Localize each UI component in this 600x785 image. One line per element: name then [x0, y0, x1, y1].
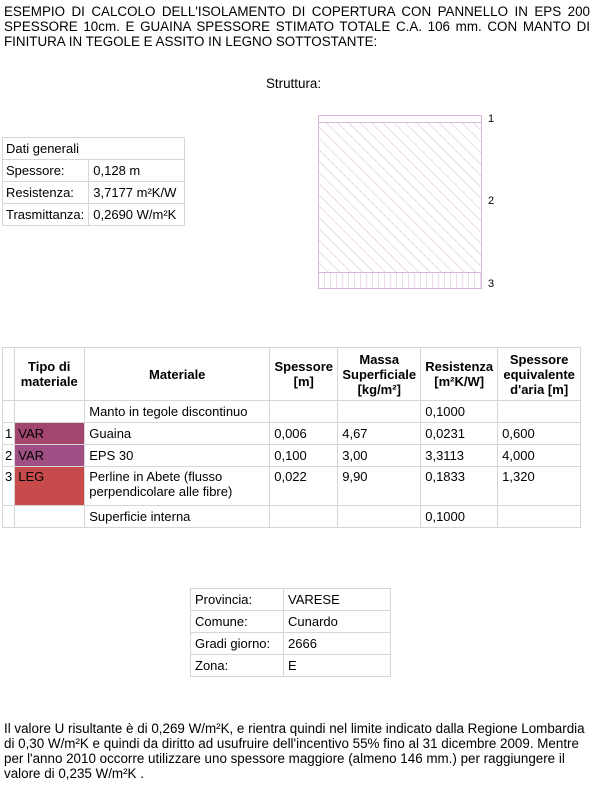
- cell-materiale: Perline in Abete (flusso perpendicolare alle fibre): [85, 467, 270, 506]
- cell-resistenza: 0,1833: [421, 467, 498, 506]
- cell-aria: 0,600: [498, 423, 581, 445]
- document-heading: ESEMPIO DI CALCOLO DELL'ISOLAMENTO DI COPERTURA CON PANNELLO IN EPS 200 SPESSORE 10cm. E GUAINA SPESSORE STIMATO TOTALE C.A. 106 mm. CON MANTO DI FINITURA IN TEGOLE E ASSITO IN LEGNO SOTTOSTANTE:: [4, 4, 590, 49]
- general-row-resistenza: [3, 182, 185, 204]
- cell-spessore: 0,006: [270, 423, 338, 445]
- location-label: Gradi giorno:: [191, 633, 284, 655]
- header-materiale: Materiale: [85, 348, 270, 401]
- cell-massa: 9,90: [338, 467, 421, 506]
- location-value: 2666: [284, 633, 391, 655]
- table-row: [3, 506, 581, 528]
- cell-materiale: Manto in tegole discontinuo: [85, 401, 270, 423]
- structure-layer-3: [319, 273, 482, 289]
- structure-label-1: 1: [488, 113, 495, 125]
- location-row: [191, 655, 391, 677]
- conclusion-paragraph: Il valore U risultante è di 0,269 W/m²K, e rientra quindi nel limite indicato dalla Regione Lombardia di 0,30 W/m²K e quindi da diritto ad usufruire dell'incentivo 55% fino al 31 dicembre 2009. Mentre per l'anno 2010 occorre utilizzare uno spessore maggiore (almeno 146 mm.) per raggiungere il valore di 0,235 W/m²K .: [4, 721, 585, 781]
- header-resistenza: Resistenza [m²K/W]: [421, 348, 498, 401]
- cell-resistenza: 0,1000: [421, 401, 498, 423]
- cell-spessore: 0,100: [270, 445, 338, 467]
- general-value: 0,128 m: [89, 160, 185, 182]
- cell-resistenza: 0,0231: [421, 423, 498, 445]
- structure-label-3: 3: [488, 278, 495, 290]
- table-row: [3, 467, 581, 506]
- header-massa: Massa Superficiale [kg/m²]: [338, 348, 421, 401]
- general-data-table: [2, 137, 185, 226]
- layers-table: [2, 347, 581, 528]
- location-label: Zona:: [191, 655, 284, 677]
- structure-diagram: [318, 115, 482, 289]
- location-value: E: [284, 655, 391, 677]
- location-value: Cunardo: [284, 611, 391, 633]
- cell-tipo: VAR: [15, 445, 85, 467]
- cell-aria: 1,320: [498, 467, 581, 506]
- general-label: Resistenza:: [3, 182, 89, 204]
- table-row: [3, 401, 581, 423]
- cell-massa: 3,00: [338, 445, 421, 467]
- location-label: Comune:: [191, 611, 284, 633]
- location-label: Provincia:: [191, 589, 284, 611]
- location-table: [190, 588, 391, 677]
- general-row-trasmittanza: [3, 204, 185, 226]
- cell-index: 2: [3, 445, 15, 467]
- location-row: [191, 611, 391, 633]
- cell-tipo: VAR: [15, 423, 85, 445]
- cell-massa: 4,67: [338, 423, 421, 445]
- table-row: [3, 423, 581, 445]
- cell-resistenza: 0,1000: [421, 506, 498, 528]
- general-label: Spessore:: [3, 160, 89, 182]
- structure-label-2: 2: [488, 195, 495, 207]
- cell-spessore: 0,022: [270, 467, 338, 506]
- cell-materiale: Guaina: [85, 423, 270, 445]
- structure-layer-2: [319, 123, 482, 273]
- cell-materiale: Superficie interna: [85, 506, 270, 528]
- header-spessore: Spessore [m]: [270, 348, 338, 401]
- general-label: Trasmittanza:: [3, 204, 89, 226]
- location-row: [191, 589, 391, 611]
- header-tipo: Tipo di materiale: [15, 348, 85, 401]
- cell-tipo: LEG: [15, 467, 85, 506]
- cell-aria: 4,000: [498, 445, 581, 467]
- header-aria: Spessore equivalente d'aria [m]: [498, 348, 581, 401]
- structure-layer-1: [319, 116, 482, 123]
- cell-materiale: EPS 30: [85, 445, 270, 467]
- general-title-row: [3, 138, 185, 160]
- header-index: [3, 348, 15, 401]
- location-row: [191, 633, 391, 655]
- general-title: Dati generali: [3, 138, 185, 160]
- general-value: 3,7177 m²K/W: [89, 182, 185, 204]
- cell-resistenza: 3,3113: [421, 445, 498, 467]
- table-row: [3, 445, 581, 467]
- struttura-label: Struttura:: [266, 76, 322, 91]
- general-row-spessore: [3, 160, 185, 182]
- general-value: 0,2690 W/m²K: [89, 204, 185, 226]
- cell-index: 3: [3, 467, 15, 506]
- cell-index: 1: [3, 423, 15, 445]
- location-value: VARESE: [284, 589, 391, 611]
- layers-header-row: [3, 348, 581, 401]
